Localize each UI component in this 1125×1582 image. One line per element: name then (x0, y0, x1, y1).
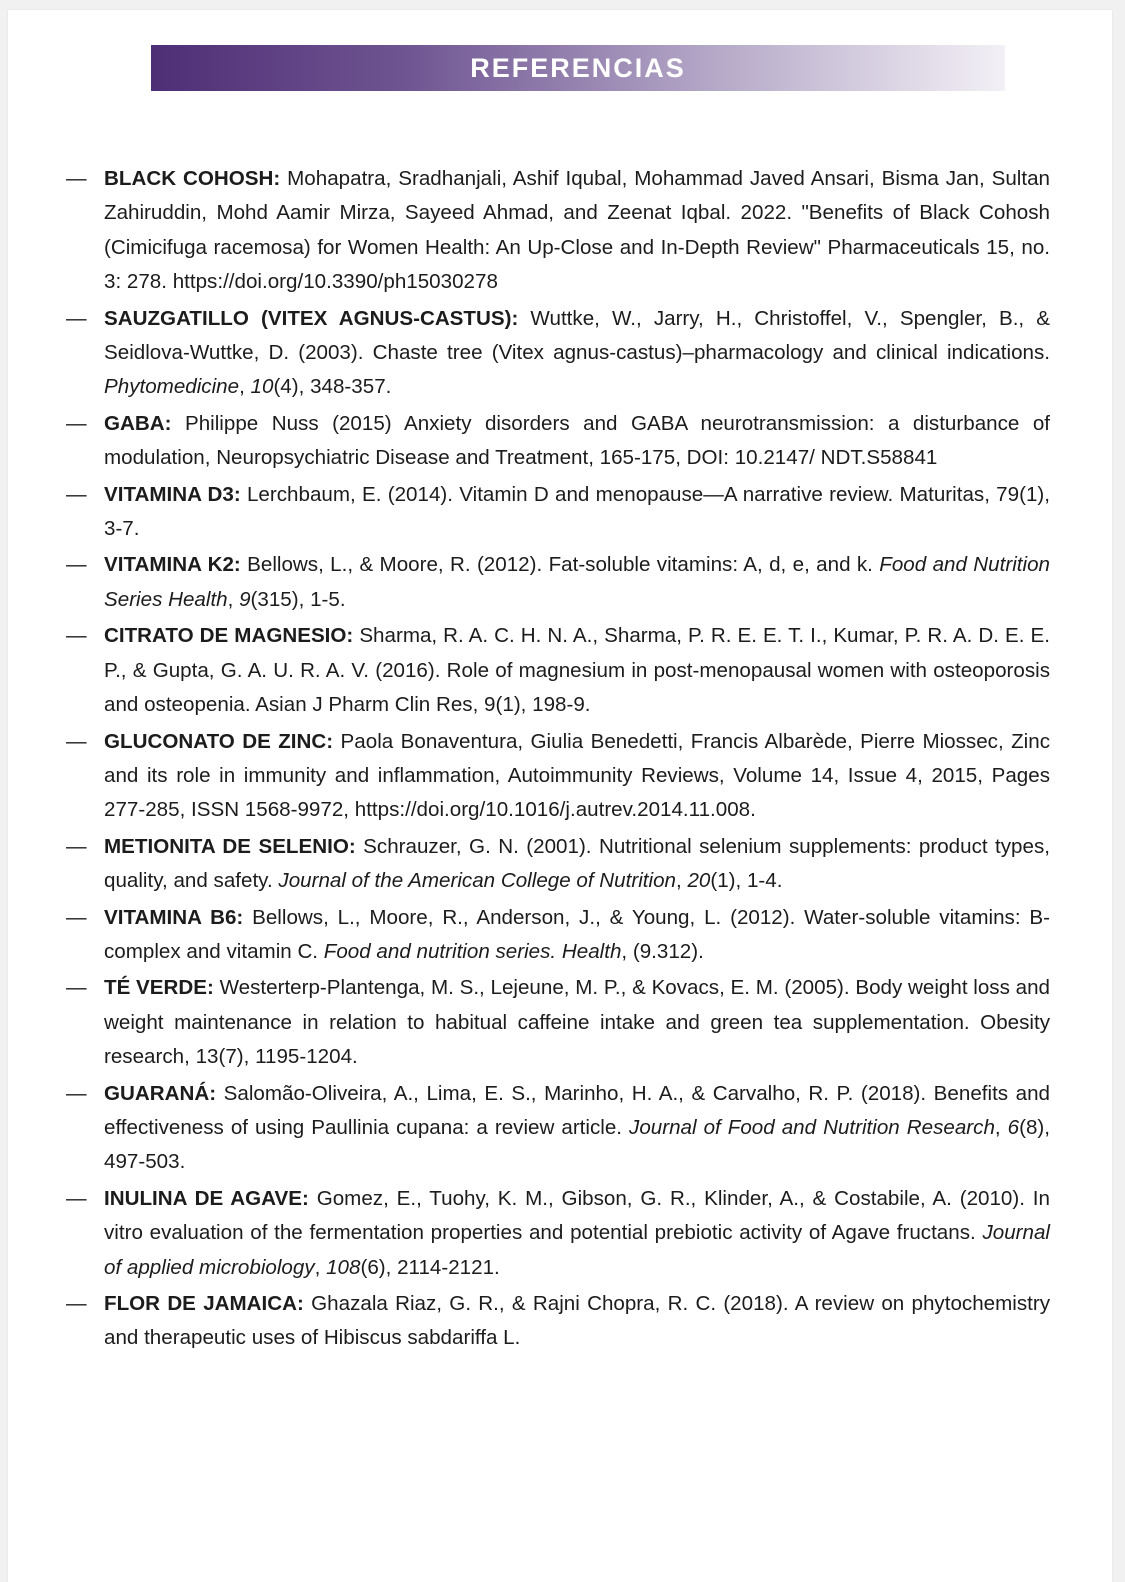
reference-heading: GABA: (104, 411, 172, 435)
reference-italic-text: 20 (687, 869, 711, 893)
reference-heading: VITAMINA B6: (104, 905, 244, 929)
reference-heading: BLACK COHOSH: (104, 167, 281, 190)
reference-dash: — (66, 306, 87, 330)
reference-text: Ghazala Riaz, G. R., & Rajni Chopra, R. C. (2018). A review on phytochemistry and therapeutic uses of Hibiscus sabdariffa L. (104, 1292, 1051, 1350)
reference-text: Mohapatra, Sradhanjali, Ashif Iqubal, Mohammad Javed Ansari, Bisma Jan, Sultan Zahiruddin, Mohd Aamir Mirza, Sayeed Ahmad, and Zeenat Iqbal. 2022. "Benefits of Black Cohosh (Cimicifuga racemosa) for Women Health: An Up-Close and In-Depth Review" Pharmaceuticals 15, no. 3: 278. https://doi.org/10.3390/ph15030278 (104, 167, 1050, 294)
reference-italic-text: Journal of applied microbiology (104, 1221, 1050, 1279)
reference-heading: SAUZGATILLO (VITEX AGNUS-CASTUS): (104, 306, 519, 330)
reference-italic-text: Phytomedicine (104, 375, 240, 399)
reference-text: , (239, 375, 251, 399)
reference-text: , (994, 1115, 1008, 1139)
reference-text: , (675, 869, 688, 893)
reference-heading: GUARANÁ: (104, 1081, 217, 1105)
reference-item (64, 971, 1050, 1074)
reference-text: , (314, 1255, 327, 1279)
reference-dash: — (66, 482, 87, 506)
reference-text: , (9.312). (621, 939, 704, 963)
reference-dash: — (66, 729, 87, 753)
reference-heading: FLOR DE JAMAICA: (104, 1292, 304, 1315)
reference-text: Westerterp-Plantenga, M. S., Lejeune, M. P., & Kovacs, E. M. (2005). Body weight loss and weight maintenance in relation to habitual caffeine intake and green tea supplementation. Obesity research, 13(7), 1195-1204. (104, 976, 1050, 1069)
reference-text: Wuttke, W., Jarry, H., Christoffel, V., Spengler, B., & Seidlova-Wuttke, D. (2003). Chaste tree (Vitex agnus-castus)–pharmacology and clinical indications. (104, 306, 1050, 365)
reference-italic-text: Food and Nutrition Series Health (104, 553, 1050, 611)
reference-heading: VITAMINA D3: (104, 482, 241, 506)
reference-item (64, 162, 1050, 300)
reference-text: Gomez, E., Tuohy, K. M., Gibson, G. R., Klinder, A., & Costabile, A. (2010). In vitro evaluation of the fermentation properties and potential prebiotic activity of Agave fructans. (104, 1186, 1050, 1245)
reference-item (64, 1077, 1050, 1180)
header-banner (151, 45, 1005, 91)
reference-dash: — (66, 1186, 87, 1210)
reference-item (64, 901, 1050, 970)
reference-text: Bellows, L., Moore, R., Anderson, J., & Young, L. (2012). Water-soluble vitamins: B-complex and vitamin C. (104, 905, 1050, 963)
reference-dash: — (66, 834, 87, 858)
reference-text: Lerchbaum, E. (2014). Vitamin D and menopause—A narrative review. Maturitas, 79(1), 3-7. (104, 482, 1050, 541)
reference-dash: — (66, 624, 87, 648)
reference-heading: GLUCONATO DE ZINC: (104, 729, 334, 753)
reference-text: Paola Bonaventura, Giulia Benedetti, Francis Albarède, Pierre Miossec, Zinc and its role in immunity and inflammation, Autoimmunity Reviews, Volume 14, Issue 4, 2015, Pages 277-285, ISSN 1568-9972, https://doi.org/10.1016/j.autrev.2014.11.008. (104, 729, 1051, 822)
reference-item (64, 725, 1050, 828)
reference-item (64, 407, 1050, 476)
reference-text: , (227, 587, 240, 611)
reference-item (64, 1182, 1050, 1285)
reference-text: Salomão-Oliveira, A., Lima, E. S., Marinho, H. A., & Carvalho, R. P. (2018). Benefits and effectiveness of using Paullinia cupana: a review article. (104, 1081, 1050, 1139)
reference-heading: METIONITA DE SELENIO: (104, 834, 356, 858)
reference-italic-text: 10 (250, 375, 274, 399)
reference-item (64, 548, 1050, 617)
reference-item (64, 619, 1050, 722)
reference-list (64, 162, 1050, 1358)
document-page (8, 10, 1112, 1582)
reference-dash: — (66, 1292, 87, 1315)
reference-italic-text: 6 (1007, 1115, 1020, 1139)
reference-italic-text: Journal of Food and Nutrition Research (629, 1115, 995, 1139)
reference-text: Schrauzer, G. N. (2001). Nutritional selenium supplements: product types, quality, and safety. (104, 834, 1050, 893)
reference-italic-text: 9 (239, 587, 251, 611)
reference-italic-text: Journal of the American College of Nutrition (278, 869, 676, 893)
reference-text: Sharma, R. A. C. H. N. A., Sharma, P. R. E. E. T. I., Kumar, P. R. A. D. E. E. P., & Gupta, G. A. U. R. A. V. (2016). Role of magnesium in post-menopausal women with osteoporosis and osteopenia. Asian J Pharm Clin Res, 9(1), 198-9. (104, 624, 1050, 717)
reference-heading: TÉ VERDE: (104, 976, 214, 1000)
reference-dash: — (66, 167, 87, 190)
reference-dash: — (66, 1081, 87, 1105)
reference-dash: — (66, 905, 87, 929)
reference-dash: — (66, 553, 87, 577)
reference-text: Philippe Nuss (2015) Anxiety disorders and GABA neurotransmission: a disturbance of modulation, Neuropsychiatric Disease and Treatment, 165-175, DOI: 10.2147/ NDT.S58841 (104, 411, 1050, 470)
reference-heading: VITAMINA K2: (104, 553, 241, 577)
reference-text: (1), 1-4. (710, 869, 783, 893)
reference-dash: — (66, 976, 87, 1000)
reference-italic-text: 108 (326, 1255, 361, 1279)
reference-item (64, 830, 1050, 899)
reference-heading: INULINA DE AGAVE: (104, 1186, 309, 1210)
reference-item (64, 1287, 1050, 1356)
reference-item (64, 478, 1050, 547)
reference-heading: CITRATO DE MAGNESIO: (104, 624, 354, 648)
reference-text: (6), 2114-2121. (360, 1255, 500, 1279)
reference-text: (315), 1-5. (250, 587, 346, 611)
reference-text: Bellows, L., & Moore, R. (2012). Fat-soluble vitamins: A, d, e, and k. (240, 553, 880, 577)
reference-italic-text: Food and nutrition series. Health (323, 939, 622, 963)
page-title: REFERENCIAS (470, 52, 686, 83)
reference-item (64, 302, 1050, 405)
reference-dash: — (66, 411, 87, 435)
reference-text: (8), 497-503. (104, 1115, 1050, 1174)
reference-text: (4), 348-357. (273, 375, 392, 399)
